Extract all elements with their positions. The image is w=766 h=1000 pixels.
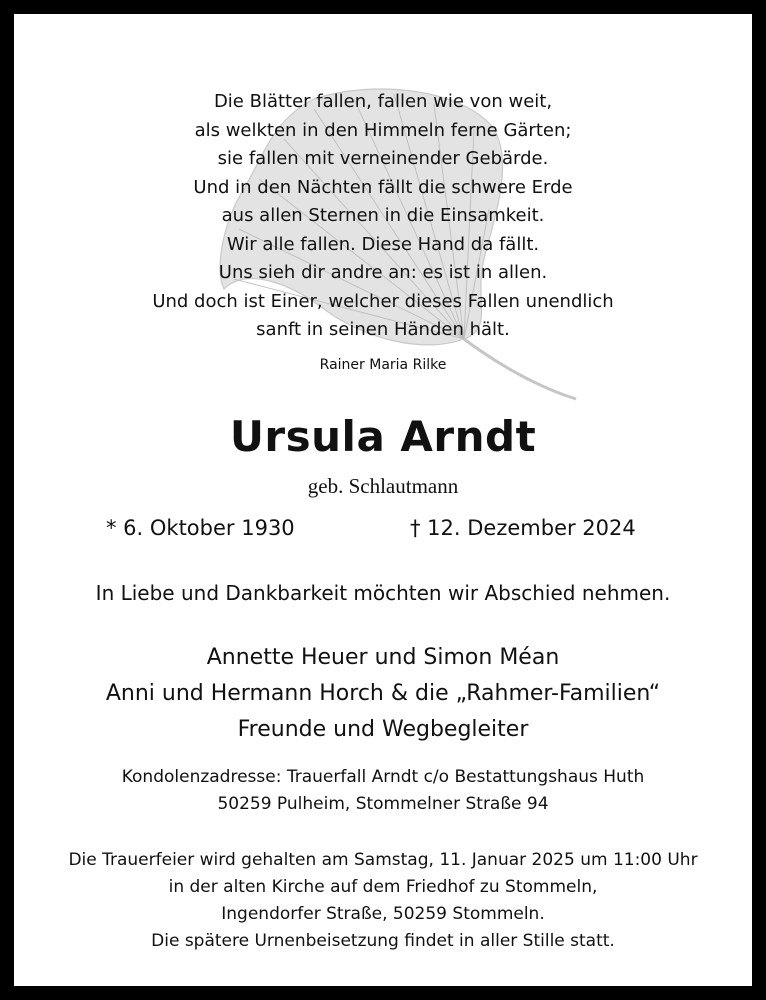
service-line: in der alten Kirche auf dem Friedhof zu Stommeln, <box>168 877 598 897</box>
farewell-text: In Liebe und Dankbarkeit möchten wir Abschied nehmen. <box>95 581 671 605</box>
poem-line: sie fallen mit verneinender Gebärde. <box>217 148 549 169</box>
mourner-line: Freunde und Wegbegleiter <box>237 717 529 742</box>
poem-author: Rainer Maria Rilke <box>319 357 447 373</box>
birth-date: * 6. Oktober 1930 <box>106 516 295 540</box>
maiden-name: geb. Schlautmann <box>307 474 459 498</box>
mourners-list <box>14 640 752 748</box>
deceased-name: Ursula Arndt <box>229 412 537 461</box>
mourner-line: Annette Heuer und Simon Méan <box>206 645 560 670</box>
address-line: Kondolenzadresse: Trauerfall Arndt c/o Bestattungshaus Huth <box>121 767 645 787</box>
poem-line: aus allen Sternen in die Einsamkeit. <box>221 205 545 226</box>
service-line: Die spätere Urnenbeisetzung findet in aller Stille statt. <box>151 931 615 951</box>
obituary-card <box>14 14 752 986</box>
poem-line: Und doch ist Einer, welcher dieses Fallen unendlich <box>152 290 614 312</box>
poem <box>14 88 752 345</box>
poem-line: Die Blätter fallen, fallen wie von weit, <box>213 91 553 112</box>
address-line: 50259 Pulheim, Stommelner Straße 94 <box>217 794 549 814</box>
service-line: Ingendorfer Straße, 50259 Stommeln. <box>221 904 545 924</box>
mourner-line: Anni und Hermann Horch & die „Rahmer-Familien“ <box>105 681 661 706</box>
poem-line: Wir alle fallen. Diese Hand da fällt. <box>226 233 540 255</box>
death-date: † 12. Dezember 2024 <box>410 516 636 540</box>
service-line: Die Trauerfeier wird gehalten am Samstag, 11. Januar 2025 um 11:00 Uhr <box>68 850 698 870</box>
poem-line: sanft in seinen Händen hält. <box>256 319 510 340</box>
poem-line: Und in den Nächten fällt die schwere Erde <box>193 176 573 198</box>
service-info <box>14 847 752 955</box>
poem-line: Uns sieh dir andre an: es ist in allen. <box>218 262 548 283</box>
condolence-address <box>14 764 752 818</box>
poem-line: als welkten in den Himmeln ferne Gärten; <box>194 119 572 141</box>
